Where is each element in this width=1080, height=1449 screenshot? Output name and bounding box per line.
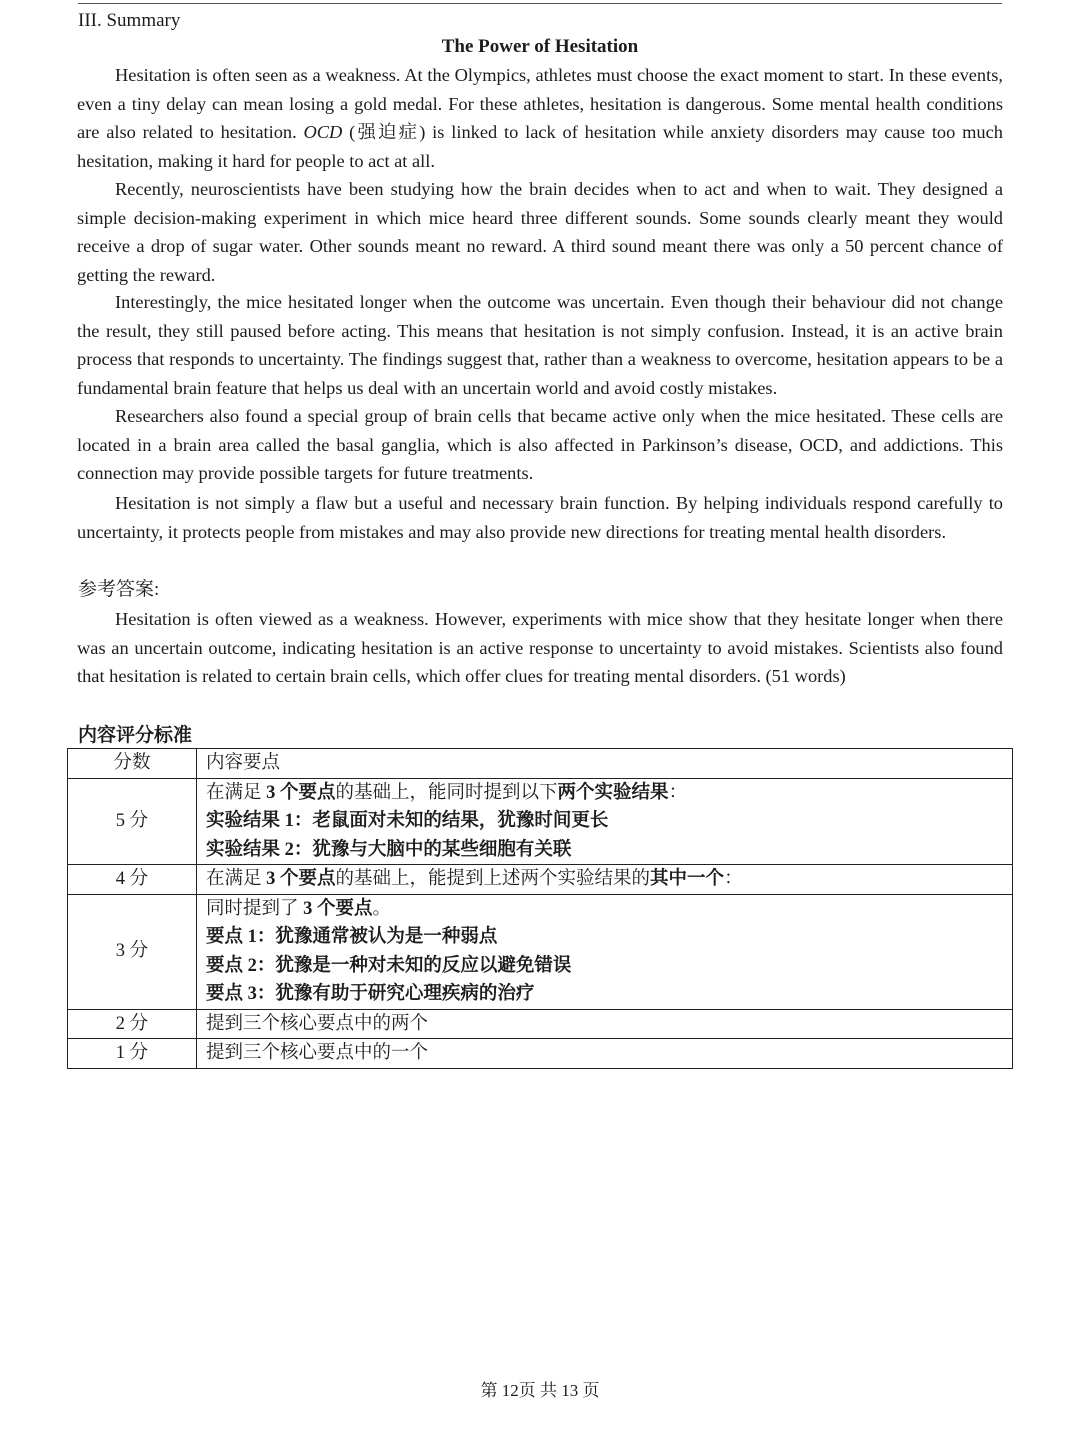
rubric-table	[67, 748, 1013, 1069]
table-header-row	[68, 749, 1013, 779]
paragraph-1: Hesitation is often seen as a weakness. At the Olympics, athletes must choose the exact moment to start. In these events, even a tiny delay can mean losing a gold medal. For these athletes, hesitation is dangerous. Some mental health conditions are also related to hesitation. OCD (强迫症) is linked to lack of hesitation while anxiety disorders may cause too much hesitation, making it hard for people to act at all.	[77, 65, 1003, 171]
score-1: 1 分	[68, 1039, 197, 1069]
answer-heading: 参考答案:	[78, 579, 160, 600]
article-title: The Power of Hesitation	[441, 36, 639, 57]
paragraph-3: Interestingly, the mice hesitated longer when the outcome was uncertain. Even though their behaviour did not change the result, they still paused before acting. This means that hesitation is not simply confusion. Instead, it is an active brain process that responds to uncertainty. The findings suggest that, rather than a weakness to overcome, hesitation appears to be a fundamental brain feature that helps us deal with an uncertain world and avoid costly mistakes.	[77, 292, 1003, 398]
table-row	[68, 1009, 1013, 1039]
header-points: 内容要点	[197, 749, 1013, 779]
points-5: 在满足 3 个要点的基础上，能同时提到以下两个实验结果： 实验结果 1：老鼠面对未知的结果，犹豫时间更长 实验结果 2：犹豫与大脑中的某些细胞有关联	[197, 778, 1013, 865]
table-row	[68, 1039, 1013, 1069]
score-5: 5 分	[68, 778, 197, 865]
table-row	[68, 778, 1013, 865]
paragraph-5: Hesitation is not simply a flaw but a useful and necessary brain function. By helping individuals respond carefully to uncertainty, it protects people from mistakes and may also provide new directions for treating mental health disorders.	[77, 493, 1003, 542]
section-heading: III. Summary	[78, 10, 181, 31]
page-number: 第 12页 共 13 页	[480, 1381, 600, 1400]
score-4: 4 分	[68, 865, 197, 895]
points-2: 提到三个核心要点中的两个	[197, 1009, 1013, 1039]
header-score: 分数	[68, 749, 197, 779]
points-3: 同时提到了 3 个要点。 要点 1：犹豫通常被认为是一种弱点 要点 2：犹豫是一种对未知的反应以避免错误 要点 3：犹豫有助于研究心理疾病的治疗	[197, 894, 1013, 1009]
rubric-title: 内容评分标准	[78, 725, 193, 746]
ocd-term: OCD	[303, 122, 343, 142]
top-rule	[78, 3, 1002, 4]
points-1: 提到三个核心要点中的一个	[197, 1039, 1013, 1069]
answer-text: Hesitation is often viewed as a weakness. However, experiments with mice show that they hesitate longer when there was an uncertain outcome, indicating hesitation is an active response to uncertainty to avoid mistakes. Scientists also found that hesitation is related to certain brain cells, which offer clues for treating mental disorders. (51 words)	[77, 609, 1003, 686]
score-2: 2 分	[68, 1009, 197, 1039]
table-row	[68, 894, 1013, 1009]
paragraph-4: Researchers also found a special group of brain cells that became active only when the mice hesitated. These cells are located in a brain area called the basal ganglia, which is also affected in Parkinson’s disease, OCD, and addictions. This connection may provide possible targets for future treatments.	[77, 406, 1003, 483]
score-3: 3 分	[68, 894, 197, 1009]
points-4: 在满足 3 个要点的基础上，能提到上述两个实验结果的其中一个：	[197, 865, 1013, 895]
ocd-gloss: (强迫症)	[342, 122, 433, 142]
paragraph-2: Recently, neuroscientists have been studying how the brain decides when to act and when to wait. They designed a simple decision-making experiment in which mice heard three different sounds. Some sounds clearly meant they would receive a drop of sugar water. Other sounds meant no reward. A third sound meant there was only a 50 percent chance of getting the reward.	[77, 179, 1003, 285]
table-row	[68, 865, 1013, 895]
